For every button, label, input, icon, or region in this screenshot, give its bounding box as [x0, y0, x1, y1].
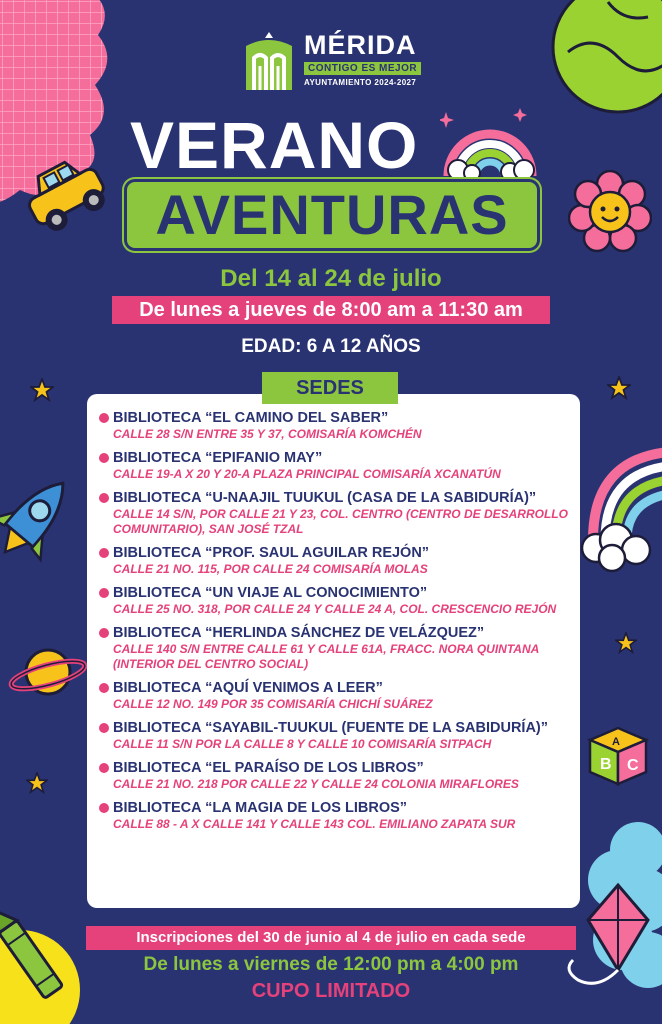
- star-icon: [607, 376, 631, 400]
- bullet-icon: [99, 803, 109, 813]
- venue-address: CALLE 11 S/N POR LA CALLE 8 Y CALLE 10 COMISARÍA SITPACH: [113, 737, 492, 751]
- venue-address: CALLE 12 NO. 149 POR 35 COMISARÍA CHICHÍ SUÁREZ: [113, 697, 433, 711]
- venue-item: [99, 800, 570, 832]
- rocket-icon: [0, 470, 75, 570]
- registration-text: Inscripciones del 30 de junio al 4 de julio en cada sede: [136, 929, 526, 946]
- svg-text:A: A: [612, 736, 620, 748]
- venue-item: [99, 450, 570, 482]
- flower-icon: [568, 170, 652, 254]
- planet-blob-icon: [548, 0, 662, 122]
- venue-item: [99, 490, 570, 537]
- bullet-icon: [99, 683, 109, 693]
- bullet-icon: [99, 493, 109, 503]
- age-range: EDAD: 6 A 12 AÑOS: [241, 336, 421, 357]
- schedule-banner: [112, 296, 550, 324]
- logo-slogan: CONTIGO ES MEJOR: [304, 62, 421, 75]
- venue-name: BIBLIOTECA “SAYABIL-TUUKUL (FUENTE DE LA SABIDURÍA)”: [113, 720, 549, 736]
- bullet-icon: [99, 588, 109, 598]
- venue-address: CALLE 140 S/N ENTRE CALLE 61 Y CALLE 61A, FRACC. NORA QUINTANA (INTERIOR DEL CENTRO SOCIAL): [113, 642, 539, 671]
- sedes-tab: [262, 372, 398, 404]
- toy-car-icon: [18, 148, 113, 243]
- bullet-icon: [99, 723, 109, 733]
- abc-block-icon: [582, 718, 654, 790]
- event-dates: Del 14 al 24 de julio: [220, 265, 442, 292]
- venue-name: BIBLIOTECA “PROF. SAUL AGUILAR REJÓN”: [113, 545, 430, 561]
- venue-address: CALLE 21 NO. 218 POR CALLE 22 Y CALLE 24 COLONIA MIRAFLORES: [113, 777, 519, 791]
- star-icon: [30, 378, 54, 402]
- schedule-text: De lunes a jueves de 8:00 am a 11:30 am: [139, 299, 523, 321]
- venue-item: [99, 585, 570, 617]
- rainbow-cloud-icon: [578, 440, 662, 575]
- bullet-icon: [99, 548, 109, 558]
- venue-name: BIBLIOTECA “EL PARAÍSO DE LOS LIBROS”: [113, 760, 424, 776]
- limited-notice: CUPO LIMITADO: [251, 980, 411, 1002]
- venue-address: CALLE 21 NO. 115, POR CALLE 24 COMISARÍA MOLAS: [113, 562, 428, 576]
- logo-brand: MÉRIDA: [304, 30, 417, 60]
- venue-name: BIBLIOTECA “EPIFANIO MAY”: [113, 450, 323, 466]
- rainbow-icon: [440, 108, 540, 183]
- venue-address: CALLE 25 NO. 318, POR CALLE 24 Y CALLE 24 A, COL. CRESCENCIO REJÓN: [113, 602, 557, 616]
- bullet-icon: [99, 413, 109, 423]
- merida-emblem-icon: [240, 32, 298, 92]
- venue-item: [99, 760, 570, 792]
- venue-name: BIBLIOTECA “EL CAMINO DEL SABER”: [113, 410, 389, 426]
- venue-list: [99, 410, 570, 832]
- star-icon: [615, 632, 637, 654]
- merida-logo: [240, 30, 430, 92]
- sedes-label: SEDES: [296, 377, 364, 399]
- logo-government: AYUNTAMIENTO 2024-2027: [304, 78, 417, 87]
- venue-item: [99, 720, 570, 752]
- venue-address: CALLE 14 S/N, POR CALLE 21 Y 23, COL. CENTRO (CENTRO DE DESARROLLO COMUNITARIO), SAN JOSÉ TZAL: [113, 507, 568, 536]
- bullet-icon: [99, 628, 109, 638]
- venue-name: BIBLIOTECA “U-NAAJIL TUUKUL (CASA DE LA SABIDURÍA)”: [113, 490, 537, 506]
- venue-name: BIBLIOTECA “LA MAGIA DE LOS LIBROS”: [113, 800, 408, 816]
- svg-text:B: B: [600, 756, 612, 773]
- bullet-icon: [99, 763, 109, 773]
- venue-item: [99, 680, 570, 712]
- svg-text:C: C: [627, 757, 639, 774]
- venue-address: CALLE 19-A X 20 Y 20-A PLAZA PRINCIPAL COMISARÍA XCANATÚN: [113, 467, 501, 481]
- venue-item: [99, 410, 570, 442]
- title-aventuras-banner: [127, 182, 537, 248]
- registration-hours: De lunes a viernes de 12:00 pm a 4:00 pm: [143, 954, 519, 975]
- saturn-icon: [8, 640, 88, 705]
- venue-name: BIBLIOTECA “UN VIAJE AL CONOCIMIENTO”: [113, 585, 428, 601]
- venue-address: CALLE 28 S/N ENTRE 35 Y 37, COMISARÍA KOMCHÉN: [113, 427, 422, 441]
- title-verano: VERANO: [130, 108, 419, 182]
- registration-banner: [86, 926, 576, 950]
- venue-address: CALLE 88 - A X CALLE 141 Y CALLE 143 COL. EMILIANO ZAPATA SUR: [113, 817, 516, 831]
- title-aventuras: AVENTURAS: [155, 183, 509, 246]
- venue-name: BIBLIOTECA “AQUÍ VENIMOS A LEER”: [113, 680, 383, 696]
- venues-card: [87, 394, 580, 908]
- bullet-icon: [99, 453, 109, 463]
- star-icon: [26, 772, 48, 794]
- venue-item: [99, 625, 570, 672]
- venue-name: BIBLIOTECA “HERLINDA SÁNCHEZ DE VELÁZQUEZ”: [113, 625, 485, 641]
- venue-item: [99, 545, 570, 577]
